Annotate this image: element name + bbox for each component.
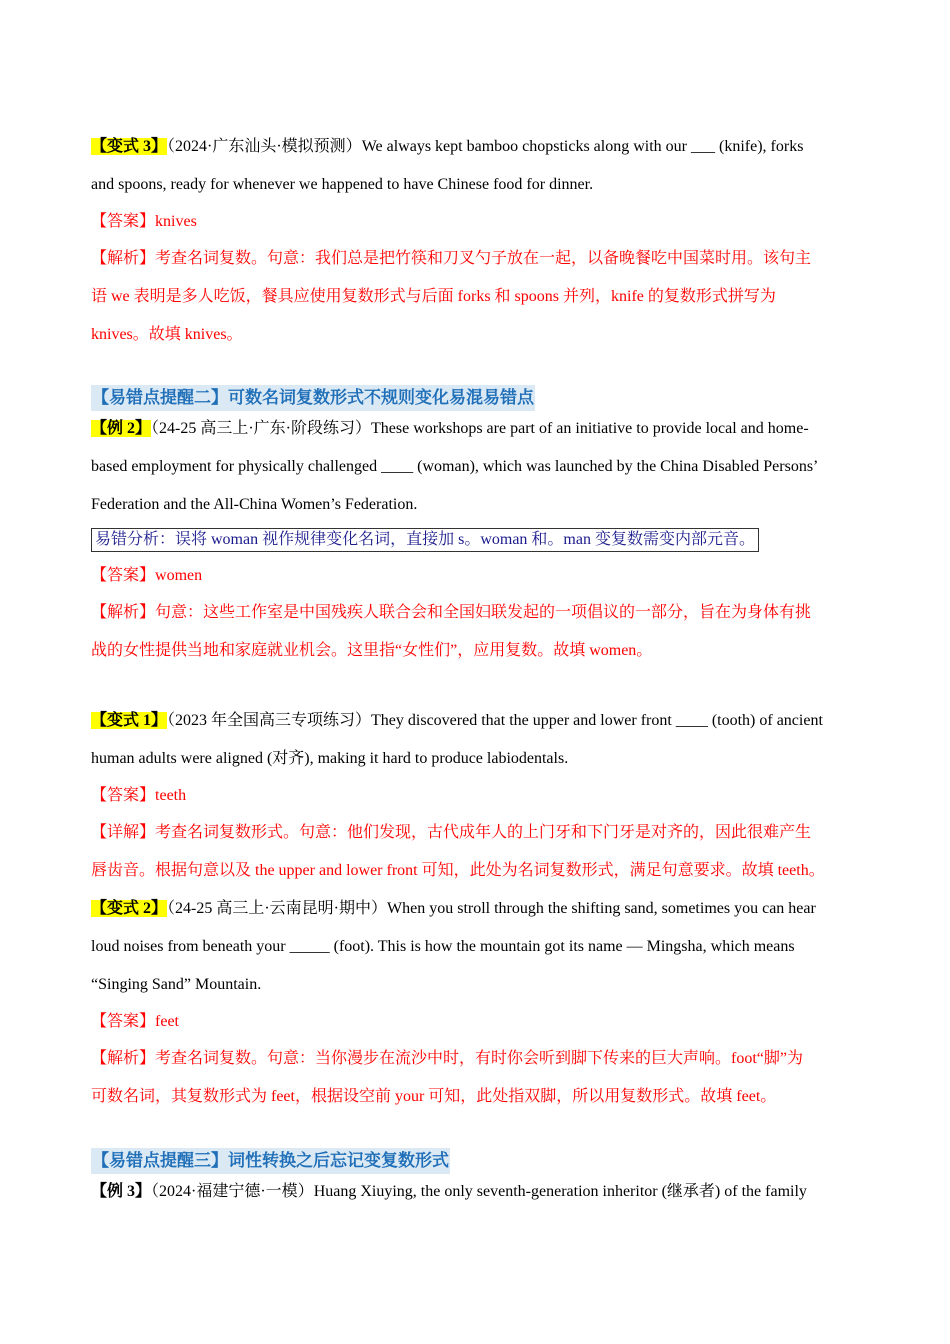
variant-2-tag: 【变式 2】 — [91, 900, 168, 917]
variant-2-line2: loud noises from beneath your _____ (foot). This is how the mountain got its name — Mingsha, which means — [91, 938, 795, 955]
section-heading-2: 【易错点提醒二】可数名词复数形式不规则变化易混易错点 — [91, 385, 535, 411]
variant-1-answer — [91, 778, 859, 814]
variant-1-source: （2023 年全国高三专项练习） — [167, 712, 372, 729]
variant-3-line2: and spoons, ready for whenever we happened to have Chinese food for dinner. — [91, 176, 594, 193]
analysis-line1: 考查名词复数形式。句意：他们发现，古代成年人的上门牙和下门牙是对齐的，因此很难产生 — [155, 824, 812, 841]
document-page — [91, 128, 859, 1211]
answer-value: knives — [155, 213, 197, 230]
variant-2-line3: “Singing Sand” Mountain. — [91, 976, 262, 993]
analysis-line3: knives。故填 knives。 — [91, 326, 243, 343]
example-3-line1: Huang Xiuying, the only seventh-generation inheritor (继承者) of the family — [313, 1183, 807, 1200]
variant-3-analysis — [91, 240, 859, 354]
example-2-analysis — [91, 594, 859, 670]
analysis-line1: 考查名词复数。句意：当你漫步在流沙中时，有时你会听到脚下传来的巨大声响。foot“脚”为 — [155, 1050, 803, 1067]
analysis-line2: 可数名词，其复数形式为 feet，根据设空前 your 可知，此处指双脚，所以用复数形式。故填 feet。 — [91, 1088, 777, 1105]
answer-label: 【答案】 — [91, 213, 156, 230]
variant-3-answer — [91, 204, 859, 240]
answer-label: 【答案】 — [91, 1013, 156, 1030]
analysis-line2: 唇齿音。根据句意以及 the upper and lower front 可知，此处为名词复数形式，满足句意要求。故填 teeth。 — [91, 862, 825, 879]
example-2-answer — [91, 558, 859, 594]
error-analysis-box: 易错分析：误将 woman 视作规律变化名词，直接加 s。woman 和。man 变复数需变内部元音。 — [91, 528, 759, 552]
variant-1-line1: They discovered that the upper and lower front ____ (tooth) of ancient — [371, 712, 823, 729]
analysis-label: 【详解】 — [91, 824, 156, 841]
example-3-source: （2024·福建宁德·一模） — [151, 1183, 314, 1200]
analysis-label: 【解析】 — [91, 250, 156, 267]
variant-2-source: （24-25 高三上·云南昆明·期中） — [167, 900, 388, 917]
example-2-source: （24-25 高三上·广东·阶段练习） — [151, 420, 372, 437]
variant-1-line2: human adults were aligned (对齐), making it hard to produce labiodentals. — [91, 750, 569, 767]
analysis-line1: 考查名词复数。句意：我们总是把竹筷和刀叉勺子放在一起，以备晚餐吃中国菜时用。该句主 — [155, 250, 812, 267]
example-2-tag: 【例 2】 — [91, 420, 152, 437]
variant-2-analysis — [91, 1040, 859, 1116]
variant-3-tag: 【变式 3】 — [91, 138, 168, 155]
answer-value: teeth — [155, 787, 187, 804]
analysis-label: 【解析】 — [91, 604, 156, 621]
example-2-line2: based employment for physically challenged ____ (woman), which was launched by the China Disabled Persons’ — [91, 458, 819, 475]
answer-value: women — [155, 567, 203, 584]
analysis-label: 【解析】 — [91, 1050, 156, 1067]
variant-1-analysis — [91, 814, 859, 890]
answer-label: 【答案】 — [91, 567, 156, 584]
question-variant-1 — [91, 702, 859, 778]
example-2 — [91, 410, 859, 524]
question-variant-3 — [91, 128, 859, 204]
variant-1-tag: 【变式 1】 — [91, 712, 168, 729]
variant-2-answer — [91, 1004, 859, 1040]
example-2-line3: Federation and the All-China Women’s Federation. — [91, 496, 418, 513]
analysis-line1: 句意：这些工作室是中国残疾人联合会和全国妇联发起的一项倡议的一部分，旨在为身体有挑 — [155, 604, 812, 621]
answer-label: 【答案】 — [91, 787, 156, 804]
example-3 — [91, 1173, 859, 1211]
analysis-line2: 战的女性提供当地和家庭就业机会。这里指“女性们”，应用复数。故填 women。 — [91, 642, 653, 659]
variant-3-line1: We always kept bamboo chopsticks along with our ___ (knife), forks — [361, 138, 804, 155]
example-2-line1: These workshops are part of an initiative to provide local and home- — [371, 420, 809, 437]
section-heading-3: 【易错点提醒三】词性转换之后忘记变复数形式 — [91, 1148, 450, 1174]
analysis-line2: 语 we 表明是多人吃饭，餐具应使用复数形式与后面 forks 和 spoons 并列，knife 的复数形式拼写为 — [91, 288, 776, 305]
answer-value: feet — [155, 1013, 179, 1030]
variant-3-source: （2024·广东汕头·模拟预测） — [167, 138, 362, 155]
variant-2-line1: When you stroll through the shifting sand, sometimes you can hear — [387, 900, 816, 917]
question-variant-2 — [91, 890, 859, 1004]
example-3-tag: 【例 3】 — [91, 1183, 152, 1200]
